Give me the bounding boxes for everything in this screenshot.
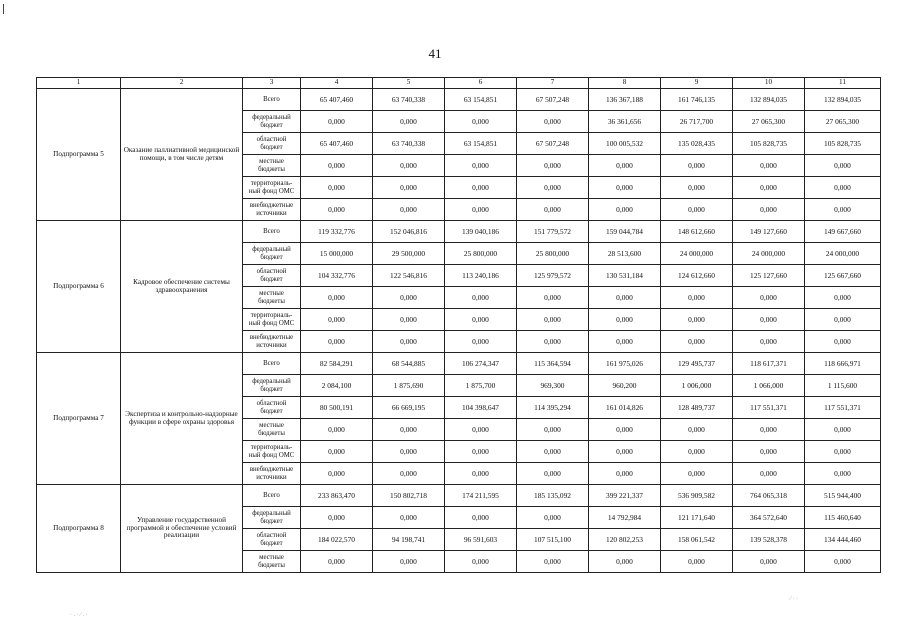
value-cell: 0,000 (517, 551, 589, 573)
value-cell: 364 572,640 (733, 507, 805, 529)
value-cell: 0,000 (589, 199, 661, 221)
header-cell: 11 (805, 78, 881, 89)
value-cell: 0,000 (661, 155, 733, 177)
value-cell: 0,000 (373, 199, 445, 221)
scan-edge-mark (3, 4, 4, 14)
value-cell: 0,000 (517, 309, 589, 331)
value-cell: 0,000 (373, 463, 445, 485)
value-cell: 104 398,647 (445, 397, 517, 419)
value-cell: 135 028,435 (661, 133, 733, 155)
program-name-cell: Подпрограмма 8 (37, 485, 121, 573)
value-cell: 152 046,816 (373, 221, 445, 243)
value-cell: 233 863,470 (301, 485, 373, 507)
value-cell: 0,000 (661, 419, 733, 441)
value-cell: 122 546,816 (373, 265, 445, 287)
funding-source-cell: федеральный бюджет (243, 375, 301, 397)
value-cell: 27 065,300 (733, 111, 805, 133)
value-cell: 29 500,000 (373, 243, 445, 265)
funding-source-cell: внебюджетные источники (243, 199, 301, 221)
value-cell: 0,000 (301, 441, 373, 463)
value-cell: 0,000 (445, 419, 517, 441)
value-cell: 148 612,660 (661, 221, 733, 243)
header-cell: 9 (661, 78, 733, 89)
value-cell: 120 802,253 (589, 529, 661, 551)
header-cell: 1 (37, 78, 121, 89)
program-name-cell: Подпрограмма 7 (37, 353, 121, 485)
value-cell: 0,000 (661, 441, 733, 463)
value-cell: 68 544,885 (373, 353, 445, 375)
table-row (37, 485, 881, 507)
value-cell: 0,000 (733, 551, 805, 573)
value-cell: 115 460,640 (805, 507, 881, 529)
value-cell: 0,000 (373, 111, 445, 133)
value-cell: 139 528,378 (733, 529, 805, 551)
value-cell: 106 274,347 (445, 353, 517, 375)
table-row (37, 89, 881, 111)
header-cell: 3 (243, 78, 301, 89)
value-cell: 0,000 (445, 551, 517, 573)
value-cell: 0,000 (733, 287, 805, 309)
value-cell: 66 669,195 (373, 397, 445, 419)
value-cell: 0,000 (373, 287, 445, 309)
value-cell: 1 875,700 (445, 375, 517, 397)
value-cell: 107 515,100 (517, 529, 589, 551)
value-cell: 0,000 (661, 463, 733, 485)
value-cell: 129 495,737 (661, 353, 733, 375)
value-cell: 0,000 (661, 287, 733, 309)
program-description-cell: Управление государственной программой и обеспечение условий реализации (121, 485, 243, 573)
value-cell: 0,000 (805, 551, 881, 573)
value-cell: 0,000 (661, 309, 733, 331)
value-cell: 1 115,600 (805, 375, 881, 397)
value-cell: 1 066,000 (733, 375, 805, 397)
value-cell: 0,000 (301, 551, 373, 573)
value-cell: 0,000 (517, 177, 589, 199)
funding-source-cell: внебюджетные источники (243, 331, 301, 353)
value-cell: 118 666,971 (805, 353, 881, 375)
value-cell: 25 800,000 (445, 243, 517, 265)
funding-source-cell: федеральный бюджет (243, 507, 301, 529)
header-cell: 4 (301, 78, 373, 89)
value-cell: 139 040,186 (445, 221, 517, 243)
value-cell: 0,000 (733, 309, 805, 331)
value-cell: 0,000 (805, 309, 881, 331)
value-cell: 515 944,400 (805, 485, 881, 507)
value-cell: 15 000,000 (301, 243, 373, 265)
value-cell: 114 395,294 (517, 397, 589, 419)
value-cell: 27 065,300 (805, 111, 881, 133)
funding-source-cell: Всего (243, 353, 301, 375)
value-cell: 113 240,186 (445, 265, 517, 287)
funding-source-cell: местные бюджеты (243, 419, 301, 441)
value-cell: 119 332,776 (301, 221, 373, 243)
value-cell: 26 717,700 (661, 111, 733, 133)
value-cell: 0,000 (805, 331, 881, 353)
value-cell: 0,000 (733, 441, 805, 463)
value-cell: 105 828,735 (733, 133, 805, 155)
value-cell: 134 444,460 (805, 529, 881, 551)
value-cell: 121 171,640 (661, 507, 733, 529)
value-cell: 0,000 (661, 177, 733, 199)
value-cell: 0,000 (445, 331, 517, 353)
value-cell: 94 198,741 (373, 529, 445, 551)
value-cell: 185 135,092 (517, 485, 589, 507)
page-number: 41 (428, 46, 442, 61)
value-cell: 161 746,135 (661, 89, 733, 111)
header-cell: 2 (121, 78, 243, 89)
value-cell: 0,000 (373, 507, 445, 529)
value-cell: 1 006,000 (661, 375, 733, 397)
value-cell: 0,000 (517, 441, 589, 463)
value-cell: 161 975,026 (589, 353, 661, 375)
program-description-cell: Кадровое обеспечение системы здравоохранения (121, 221, 243, 353)
value-cell: 118 617,371 (733, 353, 805, 375)
value-cell: 0,000 (805, 441, 881, 463)
value-cell: 14 792,984 (589, 507, 661, 529)
value-cell: 0,000 (445, 155, 517, 177)
value-cell: 0,000 (301, 177, 373, 199)
value-cell: 0,000 (805, 463, 881, 485)
value-cell: 0,000 (589, 331, 661, 353)
funding-source-cell: областной бюджет (243, 397, 301, 419)
value-cell: 149 127,660 (733, 221, 805, 243)
value-cell: 0,000 (661, 331, 733, 353)
value-cell: 0,000 (805, 287, 881, 309)
value-cell: 0,000 (517, 287, 589, 309)
value-cell: 0,000 (733, 419, 805, 441)
funding-source-cell: местные бюджеты (243, 155, 301, 177)
value-cell: 0,000 (733, 463, 805, 485)
value-cell: 125 979,572 (517, 265, 589, 287)
value-cell: 132 894,035 (733, 89, 805, 111)
value-cell: 0,000 (589, 177, 661, 199)
funding-source-cell: территориаль-ный фонд ОМС (243, 177, 301, 199)
value-cell: 25 800,000 (517, 243, 589, 265)
value-cell: 36 361,656 (589, 111, 661, 133)
value-cell: 132 894,035 (805, 89, 881, 111)
value-cell: 67 507,248 (517, 89, 589, 111)
value-cell: 0,000 (373, 419, 445, 441)
value-cell: 0,000 (517, 111, 589, 133)
value-cell: 0,000 (517, 199, 589, 221)
value-cell: 24 000,000 (805, 243, 881, 265)
value-cell: 2 084,100 (301, 375, 373, 397)
funding-source-cell: федеральный бюджет (243, 243, 301, 265)
funding-source-cell: Всего (243, 485, 301, 507)
value-cell: 0,000 (445, 287, 517, 309)
value-cell: 174 211,595 (445, 485, 517, 507)
value-cell: 0,000 (733, 199, 805, 221)
value-cell: 0,000 (589, 309, 661, 331)
value-cell: 0,000 (445, 309, 517, 331)
value-cell: 0,000 (301, 309, 373, 331)
funding-source-cell: территориаль-ный фонд ОМС (243, 441, 301, 463)
table-body (37, 78, 881, 573)
value-cell: 161 014,826 (589, 397, 661, 419)
header-cell: 10 (733, 78, 805, 89)
value-cell: 100 005,532 (589, 133, 661, 155)
value-cell: 65 407,460 (301, 89, 373, 111)
funding-source-cell: территориаль-ный фонд ОМС (243, 309, 301, 331)
value-cell: 82 584,291 (301, 353, 373, 375)
value-cell: 80 500,191 (301, 397, 373, 419)
value-cell: 0,000 (589, 441, 661, 463)
value-cell: 117 551,371 (805, 397, 881, 419)
value-cell: 0,000 (589, 419, 661, 441)
value-cell: 151 779,572 (517, 221, 589, 243)
value-cell: 63 740,338 (373, 133, 445, 155)
value-cell: 0,000 (805, 199, 881, 221)
value-cell: 128 489,737 (661, 397, 733, 419)
value-cell: 0,000 (445, 463, 517, 485)
value-cell: 0,000 (373, 551, 445, 573)
value-cell: 24 000,000 (733, 243, 805, 265)
value-cell: 969,300 (517, 375, 589, 397)
program-description-cell: Оказание паллиативной медицинской помощи, в том числе детям (121, 89, 243, 221)
scan-artifact-left: · . · ⁄ . · (70, 612, 88, 618)
value-cell: 0,000 (805, 177, 881, 199)
value-cell: 0,000 (733, 177, 805, 199)
value-cell: 0,000 (661, 199, 733, 221)
value-cell: 0,000 (805, 155, 881, 177)
value-cell: 764 065,318 (733, 485, 805, 507)
value-cell: 96 591,603 (445, 529, 517, 551)
value-cell: 158 061,542 (661, 529, 733, 551)
value-cell: 104 332,776 (301, 265, 373, 287)
value-cell: 125 127,660 (733, 265, 805, 287)
header-cell: 8 (589, 78, 661, 89)
value-cell: 115 364,594 (517, 353, 589, 375)
header-cell: 7 (517, 78, 589, 89)
value-cell: 0,000 (517, 331, 589, 353)
funding-source-cell: областной бюджет (243, 529, 301, 551)
value-cell: 63 154,851 (445, 133, 517, 155)
value-cell: 0,000 (445, 199, 517, 221)
value-cell: 0,000 (517, 419, 589, 441)
value-cell: 0,000 (733, 331, 805, 353)
value-cell: 0,000 (445, 111, 517, 133)
value-cell: 1 875,690 (373, 375, 445, 397)
value-cell: 184 022,570 (301, 529, 373, 551)
funding-source-cell: областной бюджет (243, 265, 301, 287)
value-cell: 0,000 (589, 287, 661, 309)
value-cell: 0,000 (373, 331, 445, 353)
value-cell: 0,000 (589, 155, 661, 177)
value-cell: 0,000 (589, 463, 661, 485)
value-cell: 117 551,371 (733, 397, 805, 419)
value-cell: 0,000 (445, 441, 517, 463)
value-cell: 0,000 (733, 155, 805, 177)
value-cell: 0,000 (805, 419, 881, 441)
header-row (37, 78, 881, 89)
value-cell: 130 531,184 (589, 265, 661, 287)
value-cell: 0,000 (301, 111, 373, 133)
value-cell: 0,000 (301, 155, 373, 177)
funding-source-cell: местные бюджеты (243, 287, 301, 309)
funding-source-cell: Всего (243, 221, 301, 243)
value-cell: 0,000 (301, 419, 373, 441)
value-cell: 67 507,248 (517, 133, 589, 155)
value-cell: 0,000 (517, 507, 589, 529)
funding-source-cell: внебюджетные источники (243, 463, 301, 485)
header-cell: 5 (373, 78, 445, 89)
program-description-cell: Экспертиза и контрольно-надзорные функции в сфере охраны здоровья (121, 353, 243, 485)
value-cell: 150 802,718 (373, 485, 445, 507)
value-cell: 0,000 (301, 199, 373, 221)
funding-source-cell: федеральный бюджет (243, 111, 301, 133)
financing-table (36, 77, 881, 573)
value-cell: 0,000 (373, 155, 445, 177)
value-cell: 536 909,582 (661, 485, 733, 507)
value-cell: 125 667,660 (805, 265, 881, 287)
value-cell: 136 367,188 (589, 89, 661, 111)
value-cell: 0,000 (661, 551, 733, 573)
value-cell: 124 612,660 (661, 265, 733, 287)
value-cell: 399 221,337 (589, 485, 661, 507)
value-cell: 28 513,600 (589, 243, 661, 265)
table-row (37, 353, 881, 375)
value-cell: 0,000 (445, 507, 517, 529)
scan-artifact-right: ⁄ · · (790, 596, 798, 602)
value-cell: 960,200 (589, 375, 661, 397)
value-cell: 0,000 (517, 463, 589, 485)
program-name-cell: Подпрограмма 5 (37, 89, 121, 221)
value-cell: 0,000 (373, 441, 445, 463)
value-cell: 149 667,660 (805, 221, 881, 243)
value-cell: 0,000 (373, 177, 445, 199)
value-cell: 0,000 (445, 177, 517, 199)
value-cell: 63 154,851 (445, 89, 517, 111)
value-cell: 0,000 (589, 551, 661, 573)
program-name-cell: Подпрограмма 6 (37, 221, 121, 353)
value-cell: 0,000 (373, 309, 445, 331)
value-cell: 159 044,784 (589, 221, 661, 243)
funding-source-cell: областной бюджет (243, 133, 301, 155)
value-cell: 0,000 (301, 507, 373, 529)
value-cell: 0,000 (517, 155, 589, 177)
value-cell: 63 740,338 (373, 89, 445, 111)
value-cell: 0,000 (301, 331, 373, 353)
value-cell: 0,000 (301, 463, 373, 485)
value-cell: 0,000 (301, 287, 373, 309)
value-cell: 105 828,735 (805, 133, 881, 155)
value-cell: 24 000,000 (661, 243, 733, 265)
funding-source-cell: местные бюджеты (243, 551, 301, 573)
header-cell: 6 (445, 78, 517, 89)
funding-source-cell: Всего (243, 89, 301, 111)
value-cell: 65 407,460 (301, 133, 373, 155)
table-row (37, 221, 881, 243)
